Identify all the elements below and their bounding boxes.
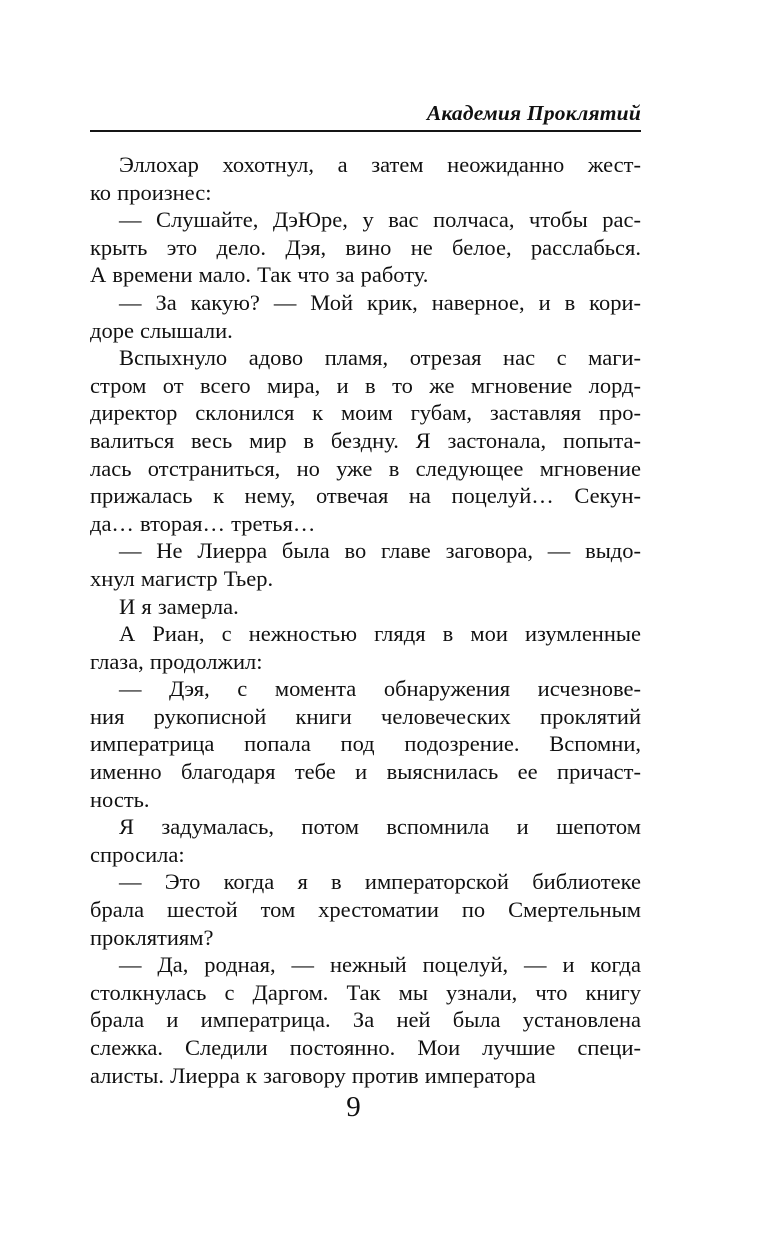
text-line: А Риан, с нежностью глядя в мои изумленные [119, 621, 641, 647]
text-line: — Да, родная, — нежный поцелуй, — и когда [119, 952, 641, 978]
text-line: крыть это дело. Дэя, вино не белое, расслабься. [90, 234, 641, 260]
text-line: — Это когда я в императорской библиотеке [119, 869, 641, 895]
paragraph [90, 868, 641, 951]
text-line: хнул магистр Тьер. [90, 565, 274, 591]
paragraph [90, 675, 641, 813]
paragraph [90, 620, 641, 675]
text-line: стром от всего мира, и в то же мгновение лорд- [90, 372, 641, 398]
text-line: директор склонился к моим губам, заставляя про- [90, 400, 641, 426]
text-line: — Дэя, с момента обнаружения исчезнове- [119, 676, 641, 702]
page-footer [90, 1090, 641, 1124]
text-line: ния рукописной книги человеческих проклятий [90, 703, 641, 729]
text-line: Вспыхнуло адово пламя, отрезая нас с маги- [119, 345, 641, 371]
text-line: слежка. Следили постоянно. Мои лучшие специ- [90, 1035, 641, 1060]
text-line: лась отстраниться, но уже в следующее мгновение [90, 455, 641, 481]
running-header [90, 0, 641, 132]
text-line: проклятиям? [90, 924, 214, 950]
paragraph [90, 537, 641, 592]
text-line: — Слушайте, ДэЮре, у вас полчаса, чтобы рас- [119, 207, 641, 233]
text-line: доре слышали. [90, 317, 233, 343]
paragraph [90, 289, 641, 344]
text-line: прижалась к нему, отвечая на поцелуй… Секун- [90, 483, 641, 509]
text-line: глаза, продолжил: [90, 648, 263, 674]
text-line: да… вторая… третья… [90, 510, 316, 536]
text-line: И я замерла. [119, 593, 239, 619]
paragraph [90, 593, 641, 621]
paragraph [90, 206, 641, 289]
paragraph [90, 344, 641, 537]
page-body [90, 151, 641, 1089]
paragraph [90, 951, 641, 1089]
text-line: А времени мало. Так что за работу. [90, 262, 429, 288]
text-line: императрица попала под подозрение. Вспомни, [90, 731, 641, 757]
text-line: ность. [90, 786, 150, 812]
text-line: валиться весь мир в бездну. Я застонала, попыта- [90, 427, 641, 453]
paragraph [90, 813, 641, 868]
header-rule [90, 130, 641, 132]
text-line: именно благодаря тебе и выяснилась ее причаст- [90, 759, 641, 785]
text-line: ко произнес: [90, 179, 212, 205]
text-line: — Не Лиерра была во главе заговора, — выдо- [119, 538, 641, 564]
page-content [90, 0, 641, 1089]
running-header-title: Академия Проклятий [426, 101, 641, 125]
text-line: брала шестой том хрестоматии по Смертельным [90, 897, 641, 923]
text-line: Я задумалась, потом вспомнила и шепотом [119, 814, 641, 840]
text-line: столкнулась с Даргом. Так мы узнали, что книгу [90, 979, 641, 1005]
page-number: 9 [346, 1091, 361, 1123]
text-line: — За какую? — Мой крик, наверное, и в кори- [119, 289, 641, 315]
paragraph [90, 151, 641, 206]
text-line: спросила: [90, 841, 185, 867]
text-line: Эллохар хохотнул, а затем неожиданно жест- [119, 152, 641, 177]
text-line: алисты. Лиерра к заговору против императора [90, 1062, 536, 1088]
text-line: брала и императрица. За ней была установлена [90, 1007, 641, 1033]
